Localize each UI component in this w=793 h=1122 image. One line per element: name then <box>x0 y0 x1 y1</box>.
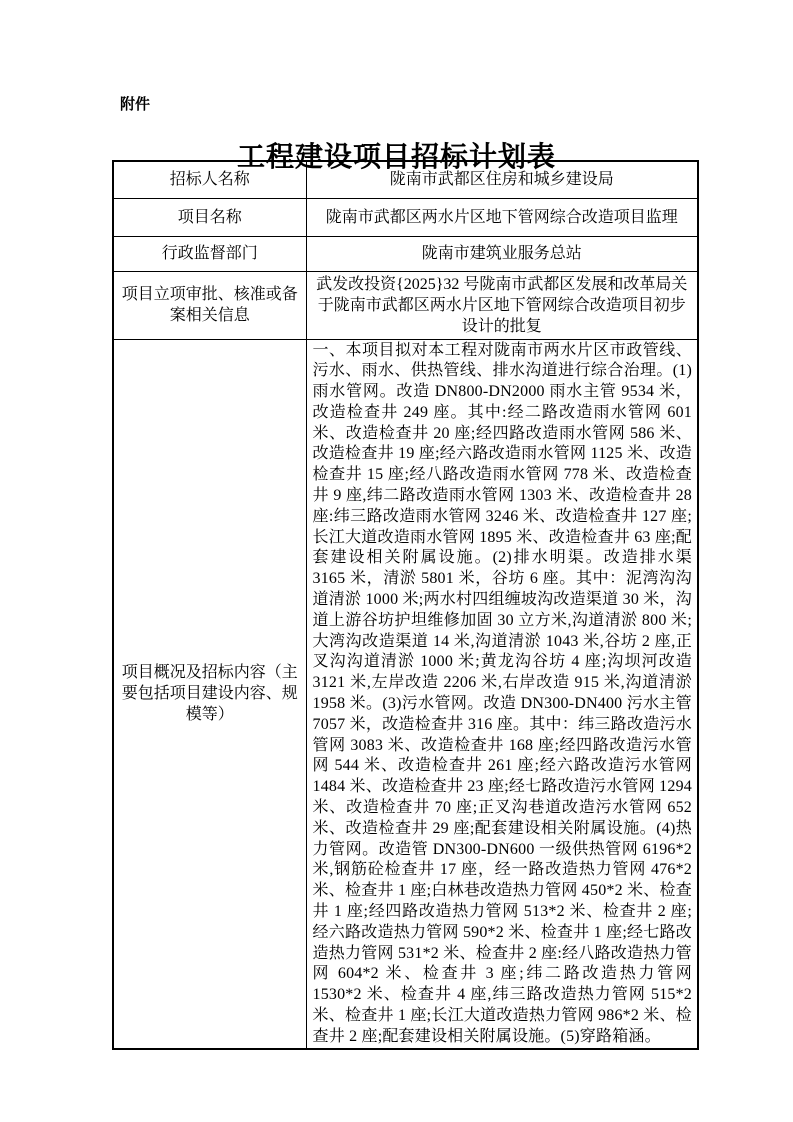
table-row-supervision-department <box>113 236 698 271</box>
table-row-tenderer-name <box>113 161 698 198</box>
page-title: 工程建设项目招标计划表 <box>236 141 556 173</box>
table-row-project-name <box>113 198 698 236</box>
approval-info-label: 项目立项审批、核准或备案相关信息 <box>113 271 306 339</box>
tender-plan-table-body <box>113 161 698 1049</box>
tenderer-name-label: 招标人名称 <box>113 161 306 198</box>
project-name-value: 陇南市武都区两水片区地下管网综合改造项目监理 <box>306 198 698 236</box>
supervision-department-label: 行政监督部门 <box>113 236 306 271</box>
supervision-department-value: 陇南市建筑业服务总站 <box>306 236 698 271</box>
table-row-approval-info <box>113 271 698 339</box>
attachment-label: 附件 <box>120 96 151 113</box>
project-name-label: 项目名称 <box>113 198 306 236</box>
project-overview-label: 项目概况及招标内容（主要包括项目建设内容、规模等） <box>113 339 306 1049</box>
table-row-project-overview <box>113 339 698 1049</box>
project-overview-value: 一、本项目拟对本工程对陇南市两水片区市政管线、污水、雨水、供热管线、排水沟道进行综合治理。(1)雨水管网。改造 DN800-DN2000 雨水主管 9534 米，改造检查井 249 座。其中:经二路改造雨水管网 601 米、改造检查井 20 座;经四路改造雨水管网 586 米、改造检查井 19 座;经六路改造雨水管网 1125 米、改造检查井 15 座;经八路改造雨水管网 778 米、改造检查井 9 座,纬二路改造雨水管网 1303 米、改造检查井 28 座:纬三路改造雨水管网 3246 米、改造检查井 127 座;长江大道改造雨水管网 1895 米、改造检查井 63 座;配套建设相关附属设施。(2)排水明渠。改造排水渠 3165 米，清淤 5801 米，谷坊 6 座。其中：泥湾沟沟道清淤 1000 米;两水村四组缠坡沟改造渠道 30 米，沟道上游谷坊护坦维修加固 30 立方米,沟道清淤 800 米;大湾沟改造渠道 14 米,沟道清淤 1043 米,谷坊 2 座,正叉沟沟道清淤 1000 米;黄龙沟谷坊 4 座;沟坝河改造 3121 米,左岸改造 2206 米,右岸改造 915 米,沟道清淤 1958 米。(3)污水管网。改造 DN300-DN400 污水主管 7057 米，改造检查井 316 座。其中：纬三路改造污水管网 3083 米、改造检查井 168 座;经四路改造污水管网 544 米、改造检查井 261 座;经六路改造污水管网 1484 米、改造检查井 23 座;经七路改造污水管网 1294 米、改造检查井 70 座;正叉沟巷道改造污水管网 652 米、改造检查井 29 座;配套建设相关附属设施。(4)热力管网。改造管 DN300-DN600 一级供热管网 6196*2 米,钢筋砼检查井 17 座，经一路改造热力管网 476*2 米、检查井 1 座;白林巷改造热力管网 450*2 米、检查井 1 座;经四路改造热力管网 513*2 米、检查井 2 座;经六路改造热力管网 590*2 米、检查井 1 座;经七路改造热力管网 531*2 米、检查井 2 座:经八路改造热力管网 604*2 米、检查井 3 座;纬二路改造热力管网 1530*2 米、检查井 4 座,纬三路改造热力管网 515*2 米、检查井 1 座;长江大道改造热力管网 986*2 米、检查井 2 座;配套建设相关附属设施。(5)穿路箱涵。 <box>306 339 698 1049</box>
tenderer-name-value: 陇南市武都区住房和城乡建设局 <box>306 161 698 198</box>
approval-info-value: 武发改投资{2025}32 号陇南市武都区发展和改革局关于陇南市武都区两水片区地下管网综合改造项目初步设计的批复 <box>306 271 698 339</box>
tender-plan-table <box>112 160 699 1050</box>
